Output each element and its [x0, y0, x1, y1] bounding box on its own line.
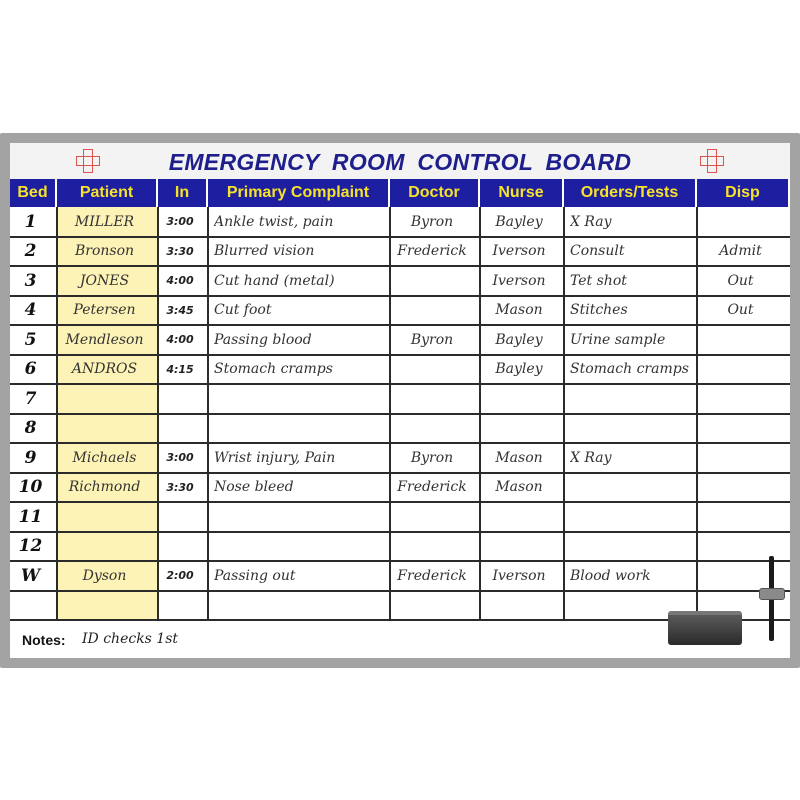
- cell-in-row-14[interactable]: [158, 591, 202, 620]
- cell-doctor-row-8[interactable]: [390, 414, 474, 443]
- cell-doctor-row-4[interactable]: [390, 296, 474, 325]
- cell-bed-row-1[interactable]: 1: [24, 211, 37, 232]
- cell-disp-row-8[interactable]: [697, 414, 784, 443]
- cell-in-row-4[interactable]: 3:45: [166, 303, 194, 317]
- cell-patient-row-5[interactable]: Mendleson: [65, 331, 144, 348]
- cell-complaint-row-10[interactable]: Nose bleed: [214, 479, 294, 495]
- cell-nurse-row-2[interactable]: Iverson: [492, 243, 546, 259]
- medical-cross-icon: [700, 149, 722, 171]
- cell-in-row-1[interactable]: 3:00: [166, 215, 194, 228]
- cell-in-row-3[interactable]: 4:00: [166, 274, 194, 287]
- column-header-disp: Disp: [697, 179, 790, 207]
- cell-bed-row-13[interactable]: W: [20, 565, 41, 586]
- cell-in-row-2[interactable]: 3:30: [166, 244, 194, 258]
- cell-orders-row-2[interactable]: Consult: [570, 243, 625, 259]
- cell-patient-row-12[interactable]: [57, 532, 152, 561]
- cell-complaint-row-3[interactable]: Cut hand (metal): [214, 272, 335, 289]
- cell-bed-row-8[interactable]: 8: [24, 418, 37, 438]
- cell-in-row-10[interactable]: 3:30: [166, 480, 194, 494]
- cell-complaint-row-14[interactable]: [214, 591, 390, 620]
- cell-doctor-row-6[interactable]: [390, 355, 474, 384]
- cell-patient-row-13[interactable]: Dyson: [82, 567, 127, 584]
- column-header-primary-complaint: Primary Complaint: [208, 179, 390, 207]
- cell-orders-row-11[interactable]: [570, 502, 697, 531]
- cell-bed-row-4[interactable]: 4: [24, 300, 37, 320]
- column-header-bed: Bed: [10, 179, 57, 207]
- cell-patient-row-7[interactable]: [57, 384, 152, 413]
- cell-complaint-row-2[interactable]: Blurred vision: [214, 243, 315, 259]
- cell-in-row-9[interactable]: 3:00: [166, 451, 194, 464]
- cell-disp-row-11[interactable]: [697, 502, 784, 531]
- marker-clip: [759, 588, 785, 600]
- cell-in-row-7[interactable]: [158, 384, 202, 413]
- cell-nurse-row-14[interactable]: [480, 591, 558, 620]
- cell-orders-row-6[interactable]: Stomach cramps: [570, 361, 689, 377]
- column-header-in: In: [158, 179, 208, 207]
- cell-patient-row-3[interactable]: JONES: [79, 272, 130, 289]
- column-header-doctor: Doctor: [390, 179, 480, 207]
- cell-disp-row-9[interactable]: [697, 443, 784, 472]
- notes-text: ID checks 1st: [82, 631, 179, 647]
- cell-doctor-row-14[interactable]: [390, 591, 474, 620]
- cell-orders-row-12[interactable]: [570, 532, 697, 561]
- patient-grid: [10, 179, 790, 620]
- cell-patient-row-8[interactable]: [57, 414, 152, 443]
- cell-bed-row-2[interactable]: 2: [24, 241, 37, 261]
- cell-bed-row-14[interactable]: [10, 591, 51, 620]
- cell-nurse-row-8[interactable]: [480, 414, 558, 443]
- cell-bed-row-11[interactable]: 11: [18, 506, 43, 527]
- cell-complaint-row-4[interactable]: Cut foot: [214, 302, 272, 318]
- column-header-nurse: Nurse: [480, 179, 564, 207]
- cell-doctor-row-3[interactable]: [390, 266, 474, 295]
- cell-disp-row-7[interactable]: [697, 384, 784, 413]
- cell-complaint-row-8[interactable]: [214, 414, 390, 443]
- cell-doctor-row-12[interactable]: [390, 532, 474, 561]
- cell-bed-row-9[interactable]: 9: [24, 447, 37, 468]
- column-header-patient: Patient: [57, 179, 158, 207]
- cell-patient-row-14[interactable]: [57, 591, 152, 620]
- cell-bed-row-5[interactable]: 5: [24, 329, 37, 350]
- cell-nurse-row-10[interactable]: Mason: [495, 479, 543, 495]
- cell-orders-row-4[interactable]: Stitches: [570, 302, 628, 318]
- cell-patient-row-1[interactable]: MILLER: [74, 213, 135, 230]
- cell-bed-row-7[interactable]: 7: [24, 388, 37, 409]
- cell-orders-row-13[interactable]: Blood work: [570, 567, 651, 584]
- cell-complaint-row-13[interactable]: Passing out: [214, 567, 296, 584]
- cell-patient-row-9[interactable]: Michaels: [72, 449, 137, 466]
- column-header-orders-tests: Orders/Tests: [564, 179, 697, 207]
- cell-patient-row-11[interactable]: [57, 502, 152, 531]
- cell-orders-row-1[interactable]: X Ray: [570, 213, 612, 230]
- cell-complaint-row-6[interactable]: Stomach cramps: [214, 361, 333, 377]
- cell-orders-row-8[interactable]: [570, 414, 697, 443]
- cell-nurse-row-7[interactable]: [480, 384, 558, 413]
- cell-disp-row-2[interactable]: Admit: [719, 243, 762, 259]
- cell-bed-row-3[interactable]: 3: [24, 270, 37, 291]
- eraser-icon[interactable]: [668, 611, 742, 645]
- cell-disp-row-3[interactable]: Out: [727, 272, 754, 289]
- cell-nurse-row-1[interactable]: Bayley: [495, 213, 543, 230]
- cell-nurse-row-11[interactable]: [480, 502, 558, 531]
- cell-in-row-5[interactable]: 4:00: [166, 333, 194, 346]
- title-bar: [10, 143, 790, 179]
- cell-complaint-row-1[interactable]: Ankle twist, pain: [214, 213, 334, 230]
- cell-nurse-row-5[interactable]: Bayley: [495, 331, 543, 348]
- cell-in-row-8[interactable]: [158, 414, 202, 443]
- cell-orders-row-7[interactable]: [570, 384, 697, 413]
- cell-in-row-11[interactable]: [158, 502, 202, 531]
- cell-nurse-row-3[interactable]: Iverson: [492, 272, 546, 289]
- cell-orders-row-10[interactable]: [570, 473, 697, 502]
- cell-patient-row-6[interactable]: ANDROS: [71, 361, 138, 377]
- cell-disp-row-1[interactable]: [697, 207, 784, 236]
- cell-disp-row-6[interactable]: [697, 355, 784, 384]
- cell-complaint-row-5[interactable]: Passing blood: [214, 331, 312, 348]
- cell-doctor-row-7[interactable]: [390, 384, 474, 413]
- whiteboard-surface: [10, 143, 790, 658]
- cell-doctor-row-2[interactable]: Frederick: [397, 243, 467, 259]
- cell-disp-row-10[interactable]: [697, 473, 784, 502]
- cell-nurse-row-13[interactable]: Iverson: [492, 567, 546, 584]
- board-title: EMERGENCY ROOM CONTROL BOARD: [168, 149, 632, 175]
- cell-nurse-row-6[interactable]: Bayley: [495, 361, 543, 377]
- cell-disp-row-5[interactable]: [697, 325, 784, 354]
- cell-doctor-row-1[interactable]: Byron: [410, 213, 454, 230]
- cell-doctor-row-10[interactable]: Frederick: [397, 479, 467, 495]
- cell-bed-row-12[interactable]: 12: [18, 536, 43, 556]
- cell-doctor-row-11[interactable]: [390, 502, 474, 531]
- cell-doctor-row-5[interactable]: Byron: [410, 331, 454, 348]
- cell-doctor-row-9[interactable]: Byron: [410, 449, 454, 466]
- cell-orders-row-3[interactable]: Tet shot: [570, 272, 627, 289]
- cell-disp-row-4[interactable]: Out: [727, 302, 754, 318]
- cell-doctor-row-13[interactable]: Frederick: [397, 567, 467, 584]
- cell-bed-row-10[interactable]: 10: [18, 477, 43, 497]
- cell-nurse-row-4[interactable]: Mason: [495, 302, 543, 318]
- cell-bed-row-6[interactable]: 6: [24, 359, 37, 379]
- cell-complaint-row-12[interactable]: [214, 532, 390, 561]
- cell-orders-row-9[interactable]: X Ray: [570, 449, 612, 466]
- marker-icon[interactable]: [757, 556, 787, 646]
- cell-in-row-6[interactable]: 4:15: [166, 362, 194, 376]
- cell-nurse-row-9[interactable]: Mason: [495, 449, 543, 466]
- cell-in-row-12[interactable]: [158, 532, 202, 561]
- cell-complaint-row-11[interactable]: [214, 502, 390, 531]
- cell-patient-row-10[interactable]: Richmond: [68, 479, 141, 495]
- control-board: [0, 133, 800, 668]
- cell-orders-row-5[interactable]: Urine sample: [570, 331, 666, 348]
- cell-nurse-row-12[interactable]: [480, 532, 558, 561]
- cell-complaint-row-9[interactable]: Wrist injury, Pain: [214, 449, 336, 466]
- cell-complaint-row-7[interactable]: [214, 384, 390, 413]
- cell-patient-row-4[interactable]: Petersen: [73, 302, 136, 318]
- cell-in-row-13[interactable]: 2:00: [166, 569, 194, 582]
- notes-label: Notes:: [22, 632, 66, 648]
- cell-patient-row-2[interactable]: Bronson: [74, 243, 135, 259]
